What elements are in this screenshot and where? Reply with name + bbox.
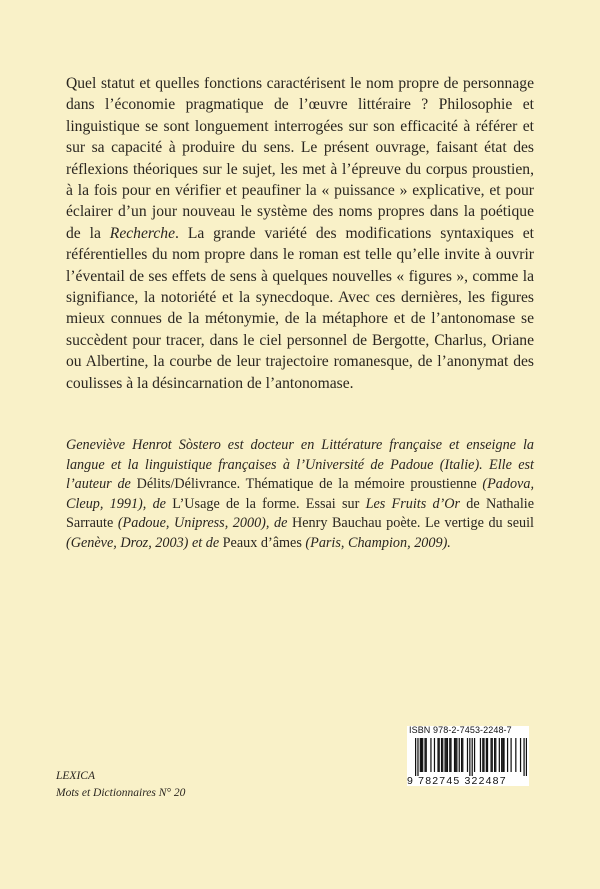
barcode-bar bbox=[459, 738, 460, 772]
bio-text-1: Geneviève Henrot Sòstero est docteur en Littérature française et enseigne la langue et la linguistique françaises à l’Université de Padoue (Italie). Elle est l’auteur de bbox=[66, 437, 534, 493]
bio-pub-1: (Padova, Cleup, 1991), de bbox=[66, 476, 534, 512]
barcode-bar bbox=[449, 738, 450, 772]
barcode-digits: 9 782745 322487 bbox=[407, 775, 507, 787]
barcode-bar bbox=[444, 738, 445, 772]
barcode-bar bbox=[450, 738, 451, 772]
barcode-bar bbox=[426, 738, 427, 772]
isbn-barcode bbox=[407, 726, 529, 786]
barcode-bar bbox=[480, 738, 481, 772]
barcode-bar bbox=[421, 738, 422, 772]
barcode-bar bbox=[437, 738, 438, 772]
back-cover-summary bbox=[66, 73, 534, 394]
barcode-bar bbox=[462, 738, 463, 772]
barcode-bar bbox=[495, 738, 496, 772]
barcode-bar bbox=[515, 738, 516, 772]
barcode-bar bbox=[502, 738, 503, 772]
barcode-bar bbox=[520, 738, 521, 772]
barcode-bar bbox=[507, 738, 508, 772]
isbn-label: ISBN 978-2-7453-2248-7 bbox=[409, 725, 512, 735]
barcode-bar bbox=[430, 738, 431, 772]
summary-text-1: Quel statut et quelles fonctions caractérisent le nom propre de personnage dans l’économie pragmatique de l’œuvre littéraire ? Philosophie et linguistique se sont longuement interrogées sur son efficacité à référer et sur sa capacité à produire du sens. Le présent ouvrage, faisant état des réflexions théoriques sur le sujet, les met à l’épreuve du corpus proustien, à la fois pour en vérifier et peaufiner la « puissance » explicative, et pour éclairer d’un jour nouveau le système des noms propres dans la poétique de la bbox=[66, 75, 534, 242]
barcode-bar bbox=[472, 738, 473, 776]
barcode-bar bbox=[510, 738, 511, 772]
summary-text-2: . La grande variété des modifications syntaxiques et référentielles du nom propre dans le roman est telle qu’elle invite à ouvrir l’éventail de ses effets de sens à quelques nouvelles « figures », comme la signifiance, la notoriété et la synecdoque. Avec ces dernières, les figures mieux connues de la métonymie, de la métaphore et de l’antonomase se succèdent pour tracer, dans le ciel personnel de Bergotte, Charlus, Oriane ou Albertine, la courbe de leur trajectoire romanesque, de l’anonymat des coulisses à la désincarnation de l’antonomase. bbox=[66, 224, 534, 392]
series-info bbox=[56, 768, 185, 802]
bio-book-2: L’Usage de la forme. Essai sur bbox=[172, 495, 366, 512]
barcode-bar bbox=[474, 738, 475, 772]
bio-book-2-subject: Les Fruits d’Or bbox=[365, 495, 461, 512]
bio-book-1: Délits/Délivrance. Thématique de la mémoire proustienne bbox=[136, 476, 483, 493]
barcode-bar bbox=[461, 738, 462, 772]
bio-book-3: Henry Bauchau poète. Le vertige du seuil bbox=[291, 515, 534, 532]
barcode-bar bbox=[469, 738, 470, 776]
barcode-bar bbox=[467, 738, 468, 772]
barcode-bar bbox=[439, 738, 440, 772]
bio-book-4: Peaux d’âmes bbox=[222, 534, 306, 551]
series-name: LEXICA bbox=[56, 770, 95, 782]
barcode-bar bbox=[420, 738, 421, 772]
barcode-bars bbox=[415, 738, 527, 776]
barcode-bar bbox=[483, 738, 484, 772]
barcode-bar bbox=[441, 738, 442, 772]
barcode-bar bbox=[501, 738, 502, 772]
barcode-bar bbox=[526, 738, 527, 776]
barcode-bar bbox=[486, 738, 487, 772]
barcode-bar bbox=[523, 738, 524, 776]
barcode-bar bbox=[490, 738, 491, 772]
barcode-bar bbox=[494, 738, 495, 772]
barcode-bar bbox=[487, 738, 488, 772]
summary-title-recherche: Recherche bbox=[109, 224, 176, 242]
barcode-bar bbox=[503, 738, 504, 772]
author-bio bbox=[66, 436, 534, 554]
barcode-bar bbox=[417, 738, 418, 776]
barcode-bar bbox=[424, 738, 425, 772]
barcode-bar bbox=[455, 738, 456, 772]
barcode-bar bbox=[434, 738, 435, 772]
barcode-bar bbox=[456, 738, 457, 772]
barcode-bar bbox=[422, 738, 423, 772]
bio-pub-4: (Paris, Champion, 2009). bbox=[305, 534, 451, 551]
bio-pub-2: (Padoue, Unipress, 2000), de bbox=[117, 515, 292, 532]
series-collection: Mots et Dictionnaires N° 20 bbox=[56, 787, 186, 799]
barcode-bar bbox=[454, 738, 455, 772]
bio-pub-3: (Genève, Droz, 2003) et de bbox=[66, 534, 223, 551]
barcode-bar bbox=[447, 738, 448, 772]
barcode-bar bbox=[442, 738, 443, 772]
barcode-bar bbox=[482, 738, 483, 772]
barcode-bar bbox=[499, 738, 500, 772]
barcode-bar bbox=[415, 738, 416, 776]
bio-book-2-author: de Nathalie Sarraute bbox=[66, 495, 534, 532]
barcode-bar bbox=[492, 738, 493, 772]
barcode-bar bbox=[446, 738, 447, 772]
